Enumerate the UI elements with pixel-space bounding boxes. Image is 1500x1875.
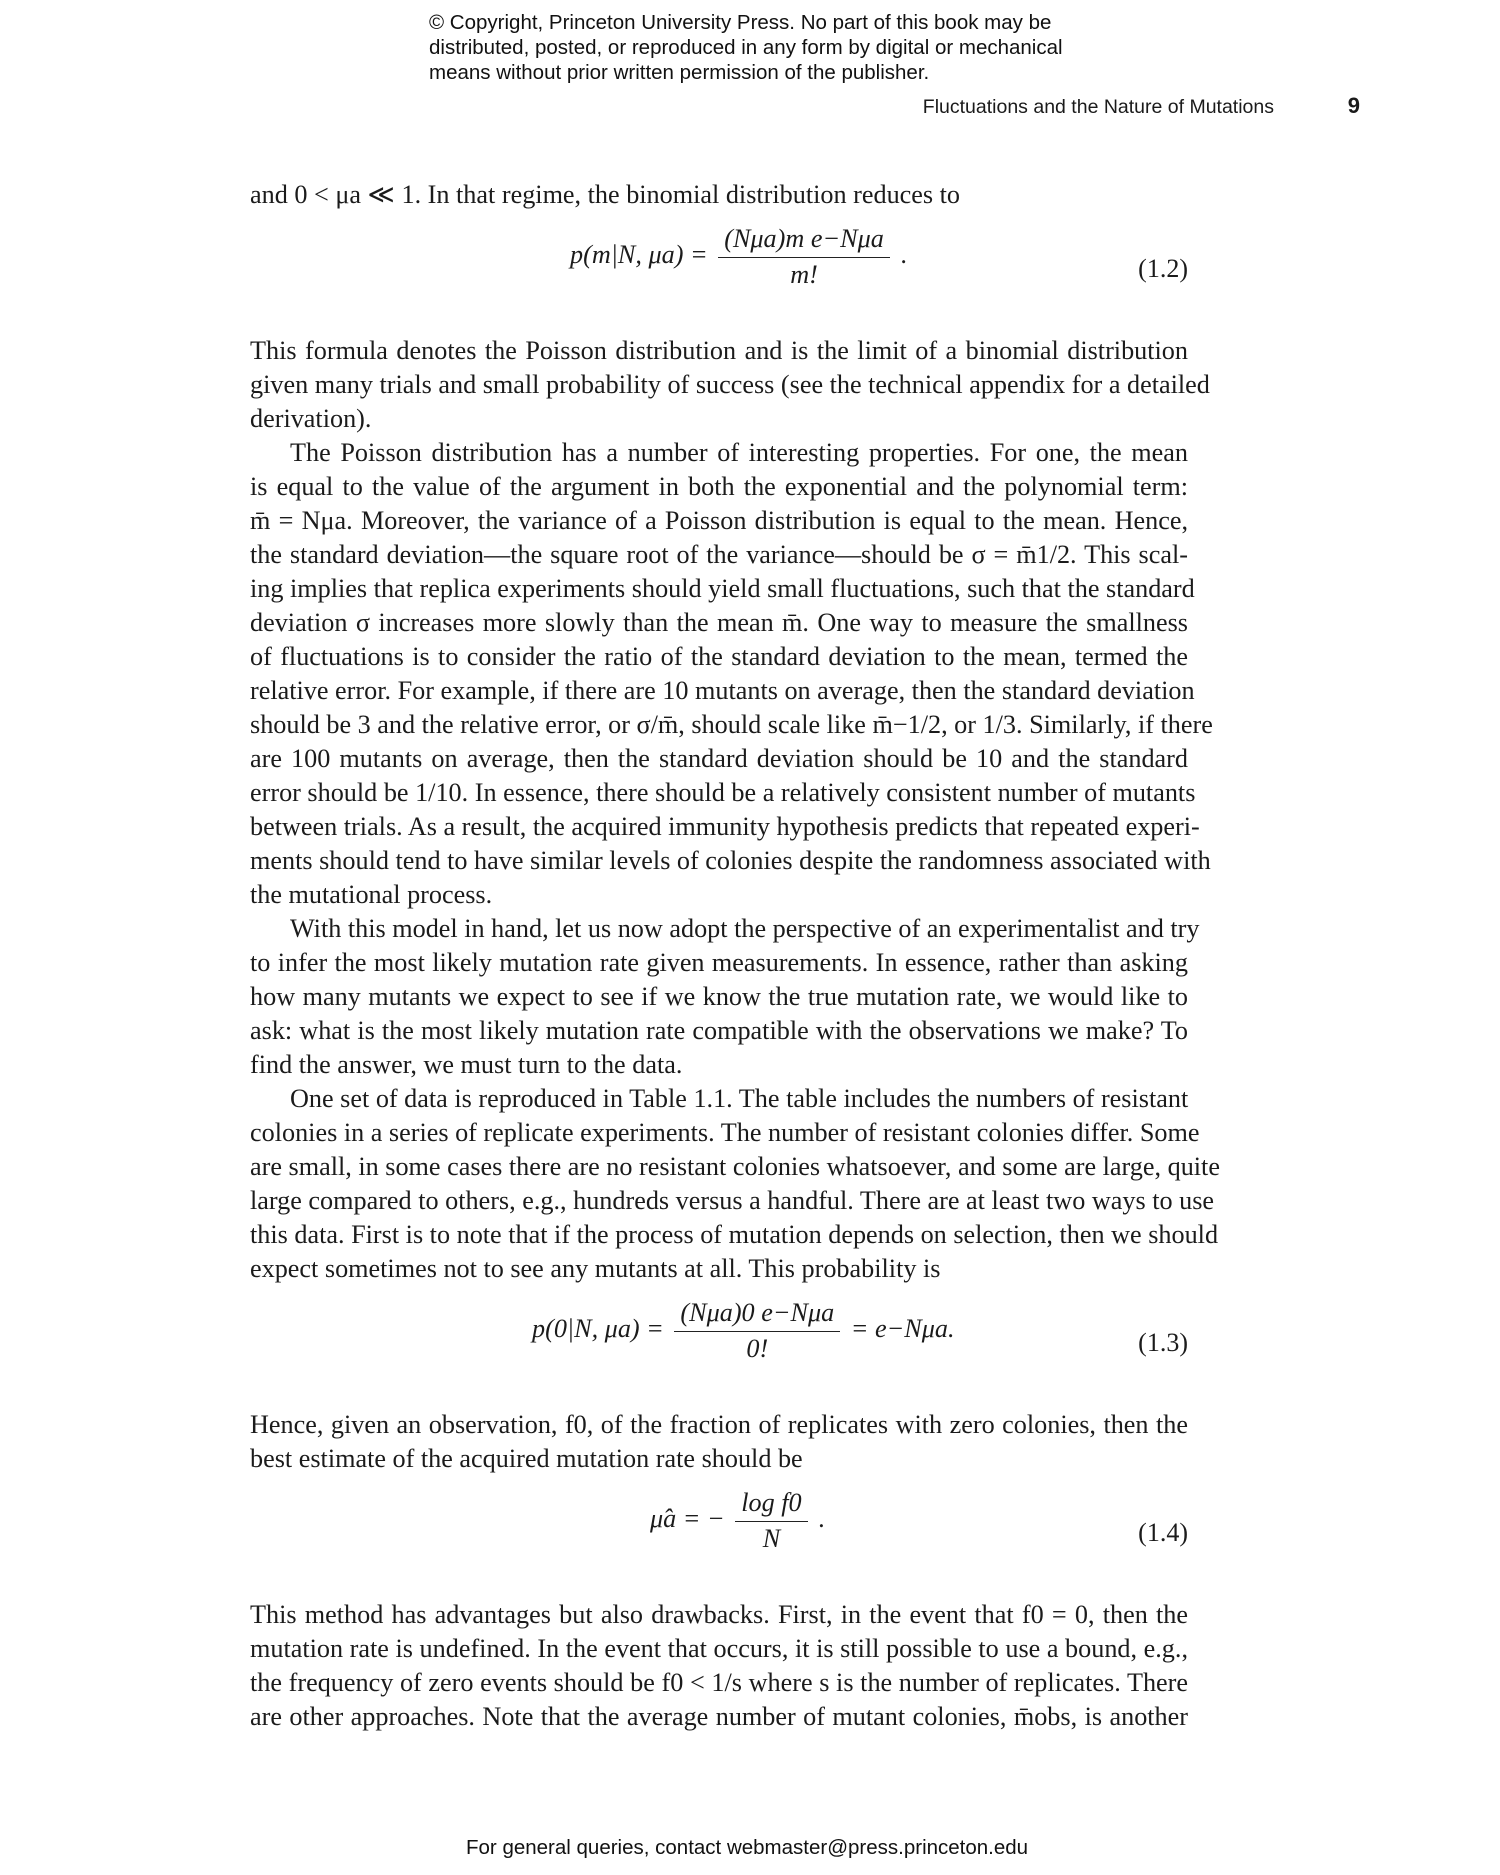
paragraph — [250, 1408, 1188, 1476]
paragraph — [250, 334, 1210, 436]
copyright-line: distributed, posted, or reproduced in any form by digital or mechanical — [429, 36, 1063, 59]
text-line: colonies in a series of replicate experiments. The number of resistant colonies differ. Some — [250, 1118, 1200, 1147]
paragraph — [250, 1082, 1220, 1286]
text-line: should be 3 and the relative error, or σ/m̄, should scale like m̄−1/2, or 1/3. Similarly, if there — [250, 710, 1213, 739]
eq-fraction — [674, 1298, 840, 1364]
equation-number: (1.2) — [1138, 254, 1188, 283]
text-line: error should be 1/10. In essence, there should be a relatively consistent number of mutants — [250, 778, 1196, 807]
text-line: of fluctuations is to consider the ratio of the standard deviation to the mean, termed the — [250, 642, 1188, 671]
text-line: This method has advantages but also drawbacks. First, in the event that f0 = 0, then the — [250, 1600, 1188, 1629]
eq-lhs: μ̂a = − — [650, 1504, 725, 1534]
text-line: are other approaches. Note that the average number of mutant colonies, m̄obs, is another — [250, 1702, 1188, 1731]
text-line: The Poisson distribution has a number of interesting properties. For one, the mean — [290, 438, 1188, 467]
text-line: One set of data is reproduced in Table 1.1. The table includes the numbers of resistant — [290, 1084, 1189, 1113]
text-line: ing implies that replica experiments should yield small fluctuations, such that the standard — [250, 574, 1195, 603]
text-line: given many trials and small probability of success (see the technical appendix for a detailed — [250, 370, 1210, 399]
eq-denominator: m! — [790, 260, 818, 289]
running-head — [900, 93, 1360, 126]
equation-1-2-math — [570, 224, 907, 290]
footer-contact: For general queries, contact webmaster@press.princeton.edu — [466, 1836, 1029, 1859]
text-line: are small, in some cases there are no resistant colonies whatsoever, and some are large, quite — [250, 1152, 1220, 1181]
text-line: find the answer, we must turn to the data. — [250, 1050, 683, 1079]
equation-1-4 — [250, 1488, 1188, 1598]
eq-tail: . — [900, 240, 907, 270]
eq-fraction — [718, 224, 890, 290]
equation-1-3 — [250, 1298, 1188, 1408]
equation-1-3-math — [532, 1298, 955, 1364]
equation-number: (1.3) — [1138, 1328, 1188, 1357]
eq-tail: . — [818, 1504, 825, 1534]
equation-1-2 — [250, 224, 1188, 334]
eq-denominator: N — [762, 1524, 781, 1553]
text-line: mutation rate is undefined. In the event that occurs, it is still possible to use a bound, e.g., — [250, 1634, 1188, 1663]
text-line: ments should tend to have similar levels of colonies despite the randomness associated with — [250, 846, 1211, 875]
paragraph — [250, 436, 1213, 912]
page-number: 9 — [1347, 93, 1360, 118]
text-line: expect sometimes not to see any mutants at all. This probability is — [250, 1254, 941, 1283]
equation-1-4-math — [650, 1488, 825, 1554]
text-line: is equal to the value of the argument in both the exponential and the polynomial term: — [250, 472, 1188, 501]
eq-lhs: p(m|N, μa) = — [570, 240, 708, 270]
text-line: This formula denotes the Poisson distribution and is the limit of a binomial distribution — [250, 336, 1188, 365]
text-line: large compared to others, e.g., hundreds versus a handful. There are at least two ways to use — [250, 1186, 1215, 1215]
text-line: relative error. For example, if there are 10 mutants on average, then the standard deviation — [250, 676, 1195, 705]
page-body — [250, 178, 1220, 1734]
text-line: to infer the most likely mutation rate given measurements. In essence, rather than asking — [250, 948, 1188, 977]
text-line: derivation). — [250, 404, 372, 433]
eq-denominator: 0! — [746, 1334, 769, 1363]
eq-fraction — [735, 1488, 807, 1554]
text-line: With this model in hand, let us now adopt the perspective of an experimentalist and try — [290, 914, 1200, 943]
intro-line: and 0 < μa ≪ 1. In that regime, the binomial distribution reduces to — [250, 180, 961, 209]
text-line: m̄ = Nμa. Moreover, the variance of a Poisson distribution is equal to the mean. Hence, — [250, 506, 1188, 535]
text-line: the mutational process. — [250, 880, 493, 909]
paragraph — [250, 1598, 1188, 1734]
copyright-notice — [429, 10, 1129, 85]
eq-numerator: (Nμa)m e−Nμa — [718, 224, 890, 258]
running-title: Fluctuations and the Nature of Mutations — [922, 96, 1274, 118]
paragraph — [250, 912, 1200, 1082]
text-line: ask: what is the most likely mutation rate compatible with the observations we make? To — [250, 1016, 1188, 1045]
eq-lhs: p(0|N, μa) = — [532, 1314, 664, 1344]
text-line: best estimate of the acquired mutation rate should be — [250, 1444, 803, 1473]
text-line: Hence, given an observation, f0, of the fraction of replicates with zero colonies, then the — [250, 1410, 1188, 1439]
eq-tail: = e−Nμa. — [850, 1314, 955, 1344]
text-line: deviation σ increases more slowly than the mean m̄. One way to measure the smallness — [250, 608, 1188, 637]
copyright-line: means without prior written permission of the publisher. — [429, 61, 930, 84]
text-line: are 100 mutants on average, then the standard deviation should be 10 and the standard — [250, 744, 1188, 773]
text-line: the standard deviation—the square root of the variance—should be σ = m̄1/2. This scal- — [250, 540, 1188, 569]
eq-numerator: log f0 — [735, 1488, 807, 1522]
copyright-line: © Copyright, Princeton University Press. No part of this book may be — [429, 11, 1052, 34]
text-line: this data. First is to note that if the process of mutation depends on selection, then we should — [250, 1220, 1219, 1249]
text-line: between trials. As a result, the acquired immunity hypothesis predicts that repeated experi- — [250, 812, 1200, 841]
text-line: how many mutants we expect to see if we know the true mutation rate, we would like to — [250, 982, 1188, 1011]
equation-number: (1.4) — [1138, 1518, 1188, 1547]
eq-numerator: (Nμa)0 e−Nμa — [674, 1298, 840, 1332]
text-line: the frequency of zero events should be f0 < 1/s where s is the number of replicates. There — [250, 1668, 1188, 1697]
